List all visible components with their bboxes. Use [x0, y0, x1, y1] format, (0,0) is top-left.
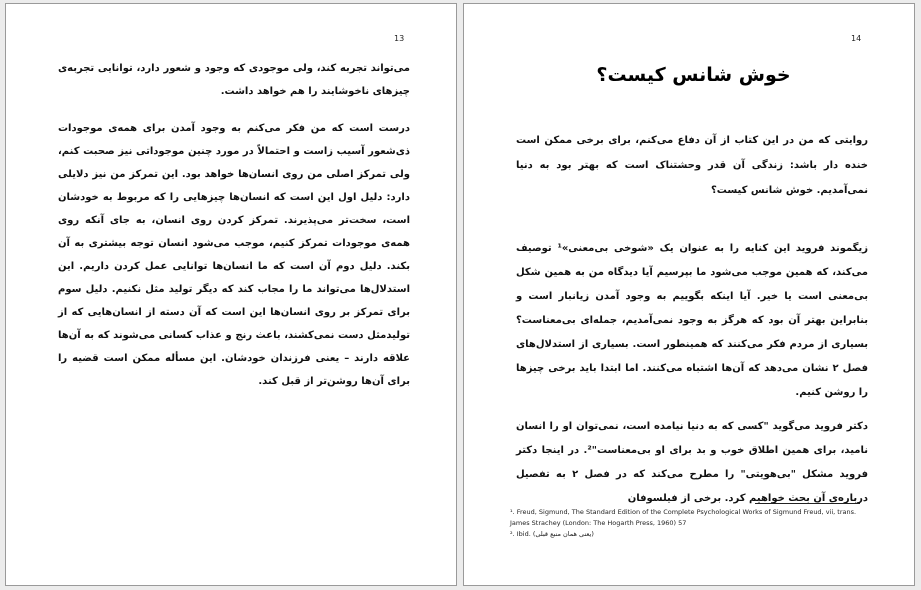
paragraph: درست است که من فکر می‌کنم به وجود آمدن برای همه‌ی موجودات ذی‌شعور آسیب زاست و احتمالاً در مورد چنین موجوداتی نیز صحبت کنم، ولی تمرکز اصلی من روی انسان‌ها خواهد بود. این تمرکز من نیز دلایلی دارد: دلیل اول این است که انسان‌ها چیزهایی را که مربوط به خودشان است، سخت‌تر می‌پذیرند. تمرکز کردن روی انسان، به جای آنکه روی همه‌ی موجودات تمرکز کنیم، موجب می‌شود انسان توجه بیشتری به آن بکند. دلیل دوم آن است که ما انسان‌ها توانایی عمل کردن داریم. این استدلال‌ها می‌تواند ما را مجاب کند که دیگر تولید مثل نکنیم. دلیل سوم برای تمرکز بر روی انسان‌ها این است که آن دسته از انسان‌هایی که از تولیدمثل دست نمی‌کشند، باعث رنج و عذاب کسانی می‌شوند که به آن‌ها علاقه دارند – یعنی فرزندان خودشان. این مسأله ممکن است قضیه را برای آن‌ها روشن‌تر از قبل کند. — [58, 123, 410, 387]
body-text — [58, 57, 410, 393]
footnotes — [510, 507, 865, 540]
footnote: ². Ibid. (یعنی همان منبع قبلی) — [510, 530, 594, 538]
footnote: ¹. Freud, Sigmund, The Standard Edition of the Complete Psychological Works of Sigmund Freud, vii, trans. James Strachey (London: The Hogarth Press, 1960) 57 — [510, 508, 857, 527]
page-13 — [5, 3, 457, 586]
paragraph: می‌تواند تجربه کند، ولی موجودی که وجود و شعور دارد، توانایی تجربه‌ی چیزهای ناخوشایند را هم خواهد داشت. — [58, 63, 410, 97]
footnote-separator — [755, 503, 860, 504]
intro-quote — [516, 128, 868, 203]
body-text — [516, 237, 868, 511]
paragraph: روایتی که من در این کتاب از آن دفاع می‌کنم، برای برخی ممکن است خنده دار باشد: زندگی آن قدر وحشتناک است که بهتر بود به دنیا نمی‌آمدیم. خوش شانس کیست؟ — [516, 135, 868, 196]
page-number: 14 — [851, 34, 862, 43]
page-number: 13 — [394, 34, 405, 43]
chapter-title: خوش شانس کیست؟ — [596, 64, 791, 86]
paragraph: زیگموند فروید این کنایه را به عنوان یک «شوخی بی‌معنی»¹ توصیف می‌کند، که همین موجب می‌شود ما بپرسیم آیا دیدگاه من به همین شکل بی‌معنی است یا خیر. آیا اینکه بگوییم به وجود آمدن زیانبار است و بنابراین بهتر آن بود که هرگز به وجود نمی‌آمدیم، جمله‌ای بی‌معناست؟ بسیاری از مردم فکر می‌کنند که همینطور است. بسیاری از استدلال‌های فصل ۲ نشان می‌دهد که آن‌ها اشتباه می‌کنند. اما ابتدا باید برخی چیزها را روشن کنیم. — [516, 243, 868, 398]
page-14 — [463, 3, 915, 586]
paragraph: دکتر فروید می‌گوید "کسی که به دنیا نیامده است، نمی‌توان او را انسان نامید، برای همین اطلاق خوب و بد برای او بی‌معناست"². در اینجا دکتر فروید مشکل "بی‌هویتی" را مطرح می‌کند که در فصل ۲ به تفصیل درباره‌ی آن بحث خواهیم کرد. برخی از فیلسوفان — [516, 421, 868, 504]
